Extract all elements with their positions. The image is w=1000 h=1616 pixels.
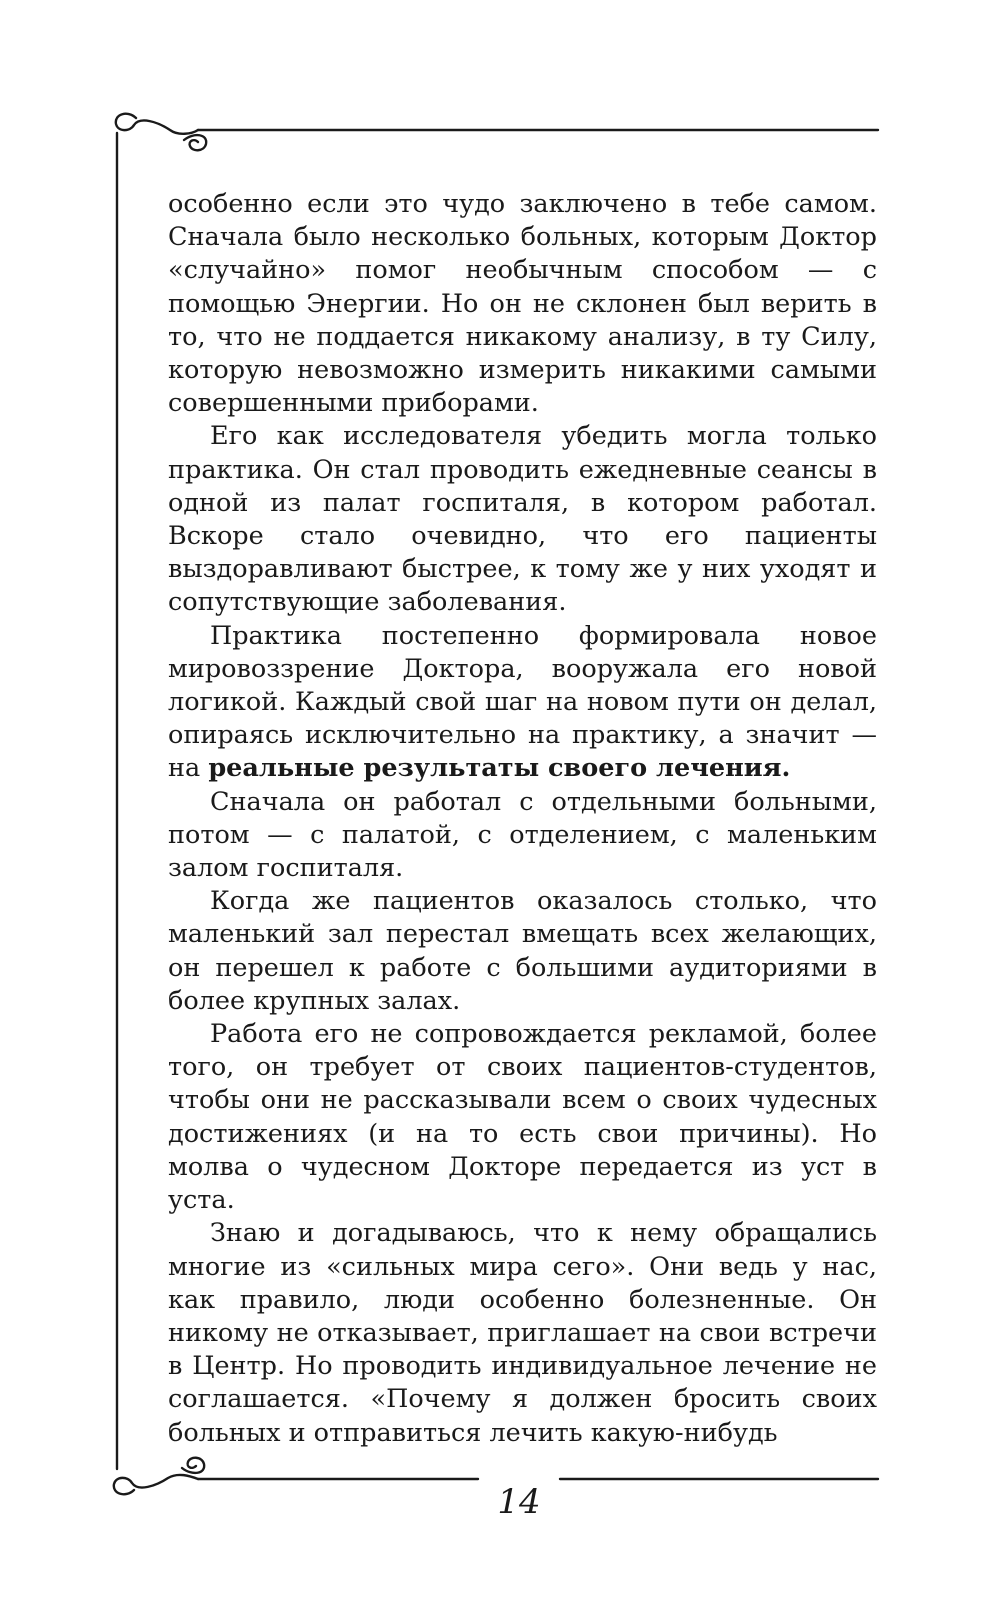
paragraph: Когда же пациентов оказалось столько, что маленький зал перестал вмещать всех желающих, он перешел к работе с большими аудиториями в более крупных залах. (168, 886, 877, 1016)
paragraph: Работа его не сопровождается рекламой, более того, он требует от своих пациентов-студентов, чтобы они не рассказывали всем о своих чудесных достижениях (и на то есть свои причины). Но молва о чудесном Докторе передается из уст в уста. (168, 1019, 877, 1216)
bold-emphasis: реальные результаты своего лечения. (208, 753, 791, 784)
bottom-left-flourish (114, 1475, 198, 1494)
paragraph: особенно если это чудо заключено в тебе самом. Сначала было несколько больных, которым Доктор «случайно» помог необычным способом — с помощью Энергии. Но он не склонен был верить в то, что не поддается никакому анализу, в ту Силу, которую невозможно измерить никакими самыми совершенными приборами. (168, 189, 877, 419)
paragraph: Сначала он работал с отдельными больными, потом — с палатой, с отделением, с маленьким залом госпиталя. (168, 786, 877, 884)
paragraph: Его как исследователя убедить могла только практика. Он стал проводить ежедневные сеансы в одной из палат госпиталя, в котором работал. Вскоре стало очевидно, что его пациенты выздоравливают быстрее, к тому же у них уходят и сопутствующие заболевания. (168, 421, 877, 618)
paragraph-text: Практика постепенно формировала новое мировоззрение Доктора, вооружала его новой логикой. Каждый свой шаг на новом пути он делал, опираясь исключительно на практику, а значит — на (168, 620, 877, 784)
page-number: 14 (497, 1482, 541, 1522)
paragraph: Знаю и догадываюсь, что к нему обращались многие из «сильных мира сего». Они ведь у нас, как правило, люди особенно болезненные. Он никому не отказывает, приглашает на свои встречи в Центр. Но проводить индивидуальное лечение не соглашается. «Почему я должен бросить своих больных и отправиться лечить какую-нибудь (168, 1218, 877, 1448)
paragraph (168, 620, 877, 786)
bottom-left-curl (182, 1458, 204, 1473)
body-text (168, 188, 877, 1450)
top-left-flourish (116, 114, 198, 134)
top-left-curl (184, 135, 206, 150)
